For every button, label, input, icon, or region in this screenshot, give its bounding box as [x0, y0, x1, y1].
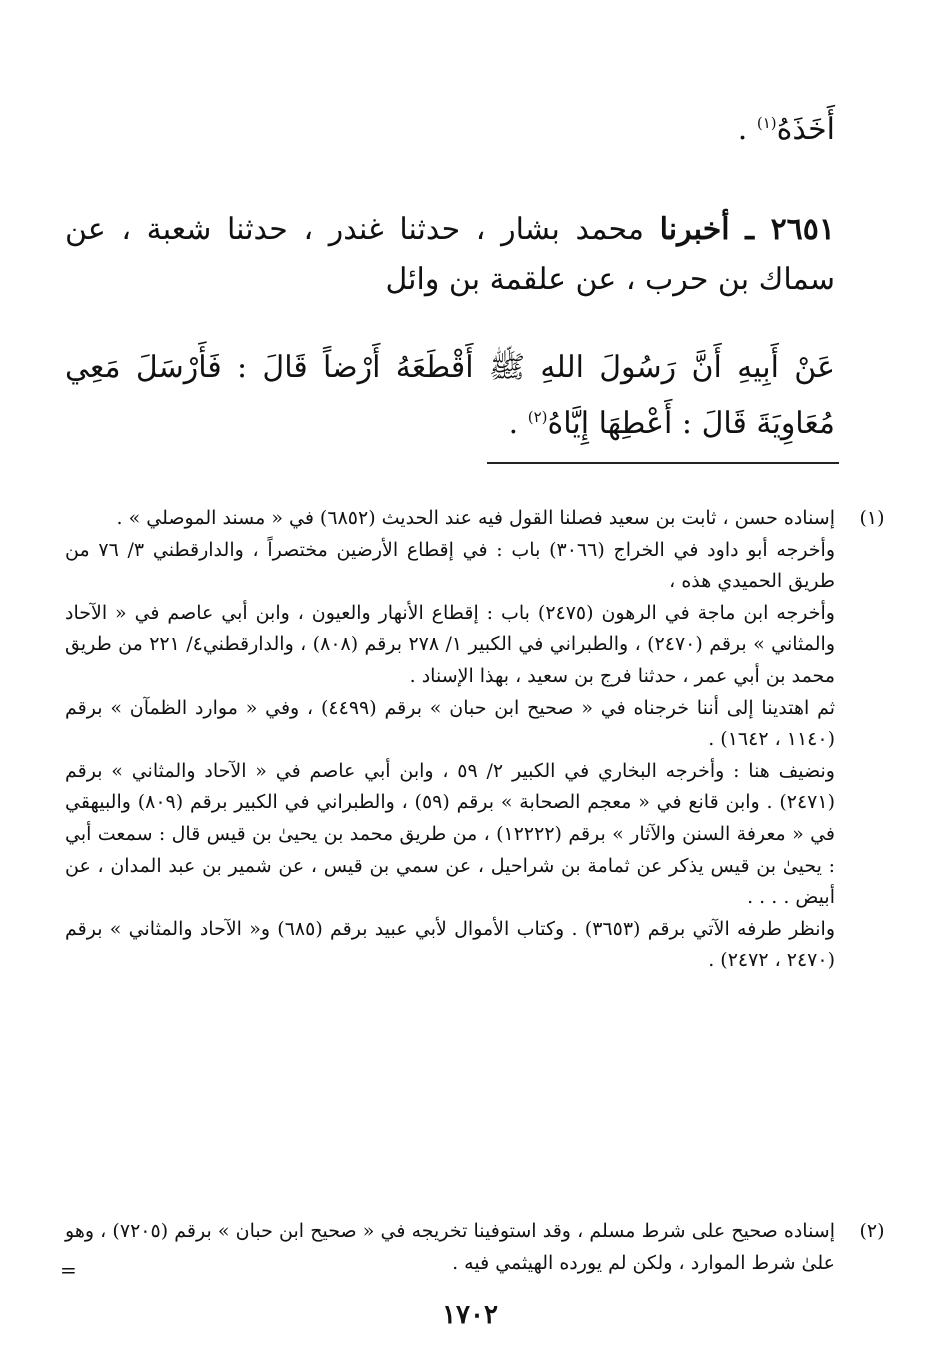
continuation-end: .	[737, 112, 757, 147]
matn-end: .	[508, 406, 528, 441]
hadith-matn	[65, 340, 835, 452]
footnote-1	[65, 503, 885, 977]
footnote-separator	[487, 462, 839, 464]
hadith-number: ٢٦٥١ ـ	[745, 212, 836, 247]
matn-text: عَنْ أَبِيهِ أَنَّ رَسُولَ اللهِ ﷺ أَقْطَعَهُ أَرْضاً قَالَ : فَأَرْسَلَ مَعِي مُعَاوِيَةَ قَالَ : أَعْطِهَا إِيَّاهُ	[65, 350, 835, 441]
footnote-number: (٢)	[859, 1220, 885, 1242]
footnote-paragraph: إسناده صحيح على شرط مسلم ، وقد استوفينا تخريجه في « صحيح ابن حبان » برقم (٧٢٠٥) ، وهو علىٰ شرط الموارد ، ولكن لم يورده الهيثمي فيه .	[65, 1220, 835, 1274]
footnote-paragraph: وأخرجه ابن ماجة في الرهون (٢٤٧٥) باب : إقطاع الأنهار والعيون ، وابن أبي عاصم في « الآحاد والمثاني » برقم (٢٤٧٠) ، والطبراني في الكبير ١/ ٢٧٨ برقم (٨٠٨) ، والدارقطني٤/ ٢٢١ من طريق محمد بن أبي عمر ، حدثنا فرج بن سعيد ، بهذا الإسناد .	[65, 601, 835, 687]
continuation-mark: =	[60, 1258, 77, 1282]
hadith-isnad	[65, 205, 835, 305]
page-number: ١٧٠٢	[442, 1300, 498, 1330]
footnote-paragraph: وأخرجه أبو داود في الخراج (٣٠٦٦) باب : في إقطاع الأرضين مختصراً ، والدارقطني ٣/ ٧٦ من طريق الحميدي هذه ،	[65, 538, 836, 593]
hadith-lead: أخبرنا	[659, 212, 730, 247]
footnote-paragraph: ونضيف هنا : وأخرجه البخاري في الكبير ٢/ ٥٩ ، وابن أبي عاصم في « الآحاد والمثاني » برقم (٢٤٧١) . وابن قانع في « معجم الصحابة » برقم (٥٩) ، والطبراني في الكبير برقم (٨٠٩) والبيهقي في « معرفة السنن والآثار » برقم (١٢٢٢٢) ، من طريق محمد بن يحيىٰ بن قيس قال : سمعت أبي : يحيىٰ بن قيس يذكر عن ثمامة بن شراحيل ، عن سمي بن قيس ، عن شمير بن عبد المدان ، عن أبيض . . . .	[65, 759, 835, 909]
footnote-number: (١)	[859, 507, 885, 529]
footnote-ref-1: (١)	[756, 114, 777, 132]
continuation-text: أَخَذَهُ	[776, 112, 835, 147]
footnote-paragraph: ثم اهتدينا إلى أننا خرجناه في « صحيح ابن حبان » برقم (٤٤٩٩) ، وفي « موارد الظمآن » برقم (١١٤٠ ، ١٦٤٢) .	[65, 696, 835, 751]
footnote-paragraph: إسناده حسن ، ثابت بن سعيد فصلنا القول فيه عند الحديث (٦٨٥٢) في « مسند الموصلي » .	[116, 507, 835, 529]
hadith-isnad-text: محمد بشار ، حدثنا غندر ، حدثنا شعبة ، عن سماك بن حرب ، عن علقمة بن وائل	[65, 212, 835, 297]
footnote-2	[65, 1216, 885, 1279]
previous-hadith-ending	[65, 105, 835, 155]
footnote-ref-2: (٢)	[527, 408, 548, 426]
footnote-paragraph: وانظر طرفه الآتي برقم (٣٦٥٣) . وكتاب الأموال لأبي عبيد برقم (٦٨٥) و« الآحاد والمثاني » برقم (٢٤٧٠ ، ٢٤٧٢) .	[65, 917, 835, 972]
